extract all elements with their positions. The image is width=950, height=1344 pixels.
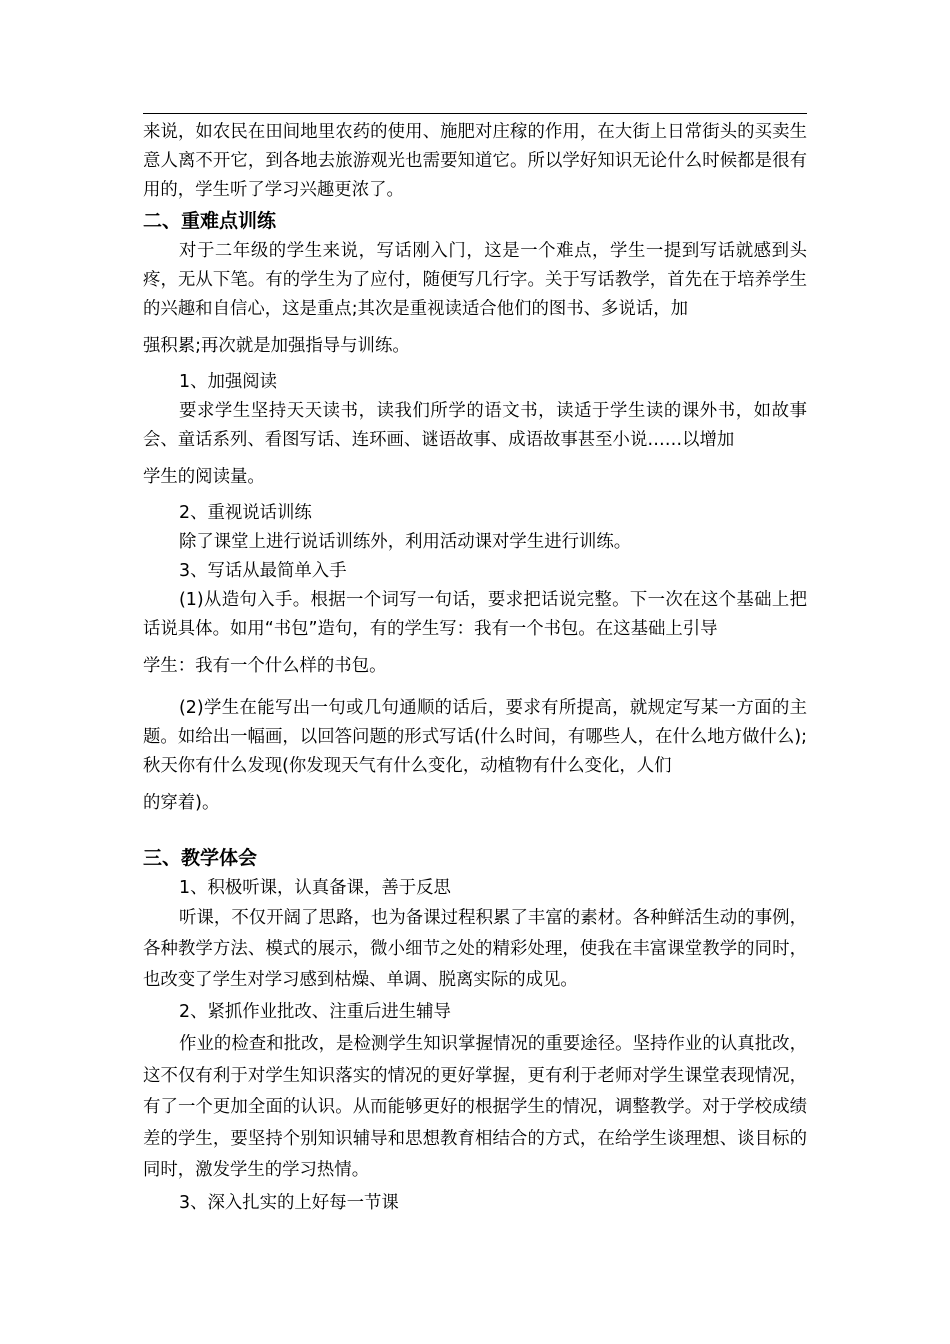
section3-item2-text: 作业的检查和批改，是检测学生知识掌握情况的重要途径。坚持作业的认真批改，这不仅有利于对学生知识落实的情况的更好掌握，更有利于老师对学生课堂表现情况，有了一个更加全面的认识。从而能够更好的根据学生的情况，调整教学。对于学校成绩差的学生，要坚持个别知识辅导和思想教育相结合的方式，在给学生谈理想、谈目标的同时，激发学生的学习热情。 [143, 1034, 807, 1180]
section2-item2-text: 除了课堂上进行说话训练外，利用活动课对学生进行训练。 [179, 532, 632, 552]
section3-item1-title: 1、积极听课，认真备课，善于反思 [179, 878, 451, 898]
section2-item3-point2: (2)学生在能写出一句或几句通顺的话后，要求有所提高，就规定写某一方面的主题。如给出一幅画，以回答问题的形式写话(什么时间，有哪些人，在什么地方做什么);秋天你有什么发现(你发现天气有什么变化，动植物有什么变化，人们 [143, 698, 807, 776]
section2-item1-title: 1、加强阅读 [179, 372, 278, 392]
section2-paragraph: 对于二年级的学生来说，写话刚入门，这是一个难点，学生一提到写话就感到头疼，无从下笔。有的学生为了应付，随便写几行字。关于写话教学，首先在于培养学生的兴趣和自信心，这是重点;其次是重视读适合他们的图书、多说话，加 [143, 241, 807, 319]
section2-item3-point2-tail: 的穿着)。 [143, 793, 220, 813]
header-rule [143, 113, 807, 114]
section2-heading: 二、重难点训练 [143, 210, 277, 232]
section2-item1-text: 要求学生坚持天天读书，读我们所学的语文书，读适于学生读的课外书，如故事会、童话系列、看图写话、连环画、谜语故事、成语故事甚至小说……以增加 [143, 401, 807, 450]
section2-paragraph-tail: 强积累;再次就是加强指导与训练。 [143, 336, 410, 356]
section3-item2-title: 2、紧抓作业批改、注重后进生辅导 [179, 1002, 451, 1022]
section2-item1-text-tail: 学生的阅读量。 [143, 467, 265, 487]
section3-item3-title: 3、深入扎实的上好每一节课 [179, 1192, 399, 1213]
section2-item3-point1: (1)从造句入手。根据一个词写一句话，要求把话说完整。下一次在这个基础上把话说具体。如用“书包”造句，有的学生写：我有一个书包。在这基础上引导 [143, 590, 807, 639]
section2-item2-title: 2、重视说话训练 [179, 503, 312, 523]
document-body [143, 118, 807, 1220]
section2-item3-point1-tail: 学生：我有一个什么样的书包。 [143, 656, 387, 676]
intro-paragraph: 来说，如农民在田间地里农药的使用、施肥对庄稼的作用，在大街上日常街头的买卖生意人离不开它，到各地去旅游观光也需要知道它。所以学好知识无论什么时候都是很有用的，学生听了学习兴趣更浓了。 [143, 122, 807, 200]
section2-item3-title: 3、写话从最简单入手 [179, 561, 347, 581]
section3-heading: 三、教学体会 [143, 847, 258, 869]
section3-item1-text: 听课，不仅开阔了思路，也为备课过程积累了丰富的素材。各种鲜活生动的事例，各种教学方法、模式的展示，微小细节之处的精彩处理，使我在丰富课堂教学的同时，也改变了学生对学习感到枯燥、单调、脱离实际的成见。 [143, 908, 807, 990]
